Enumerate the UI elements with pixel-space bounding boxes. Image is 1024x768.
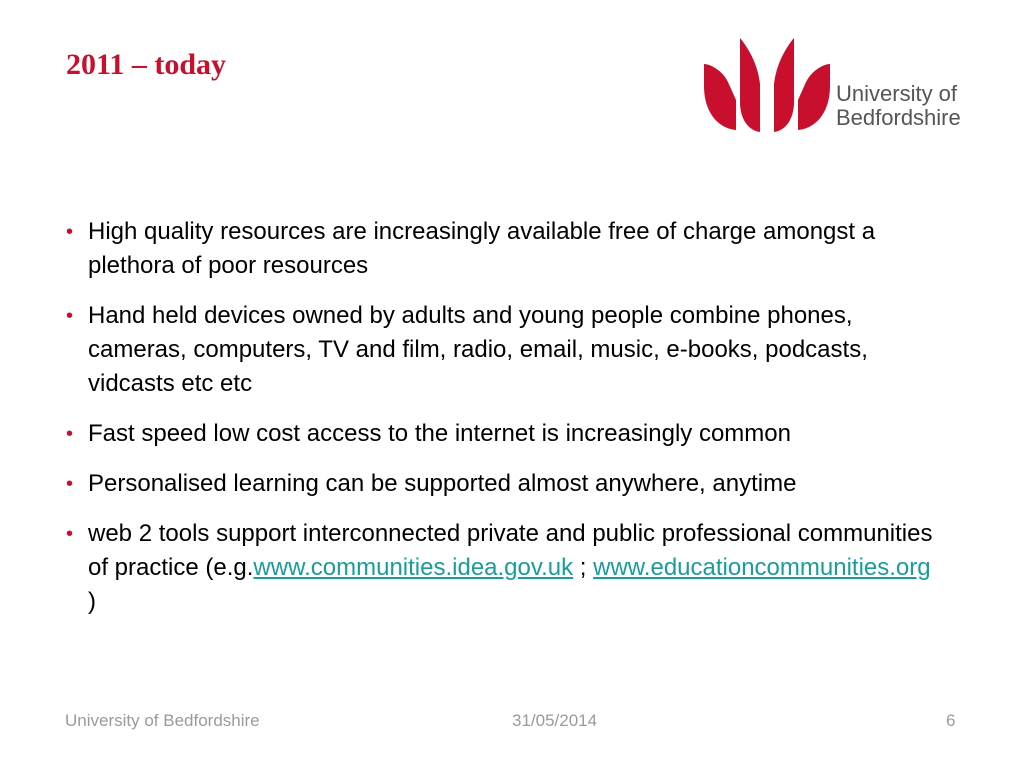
bullet-text: Hand held devices owned by adults and young people combine phones, cameras, computers, TV and film, radio, email, music, e-books, podcasts, vidcasts etc etc: [88, 302, 868, 397]
bullet-icon: •: [66, 473, 74, 495]
bullet-text-prefix: web 2 tools support interconnected private and public professional communities of practice (e.g.: [88, 520, 933, 581]
communities-idea-link[interactable]: www.communities.idea.gov.uk: [253, 554, 574, 581]
bullet-text: High quality resources are increasingly available free of charge amongst a plethora of poor resources: [88, 218, 876, 279]
footer-date: 31/05/2014: [512, 711, 598, 730]
bullet-icon: •: [66, 221, 74, 243]
bullet-list: [62, 215, 942, 635]
logo-line-1: University of: [836, 81, 958, 106]
bullet-icon: •: [66, 423, 74, 445]
logo-line-2: Bedfordshire: [836, 105, 961, 130]
bullet-icon: •: [66, 523, 74, 545]
bullet-item: [62, 517, 942, 619]
footer-organization: University of Bedfordshire: [65, 711, 260, 730]
bullet-item: [62, 215, 942, 283]
university-logo: [702, 30, 967, 138]
bullet-item: [62, 417, 942, 451]
bullet-text: Personalised learning can be supported almost anywhere, anytime: [88, 470, 797, 497]
link-separator: ;: [573, 554, 594, 581]
bullet-text-suffix: ): [88, 588, 96, 615]
bullet-item: [62, 467, 942, 501]
slide-title: 2011 – today: [66, 48, 227, 81]
footer-page-number: 6: [946, 711, 956, 730]
education-communities-link[interactable]: www.educationcommunities.org: [593, 554, 931, 581]
bullet-icon: •: [66, 305, 74, 327]
logo-wordmark: [836, 82, 961, 130]
bullet-text: Fast speed low cost access to the internet is increasingly common: [88, 420, 791, 447]
university-logo-icon: [702, 30, 832, 136]
bullet-item: [62, 299, 942, 401]
